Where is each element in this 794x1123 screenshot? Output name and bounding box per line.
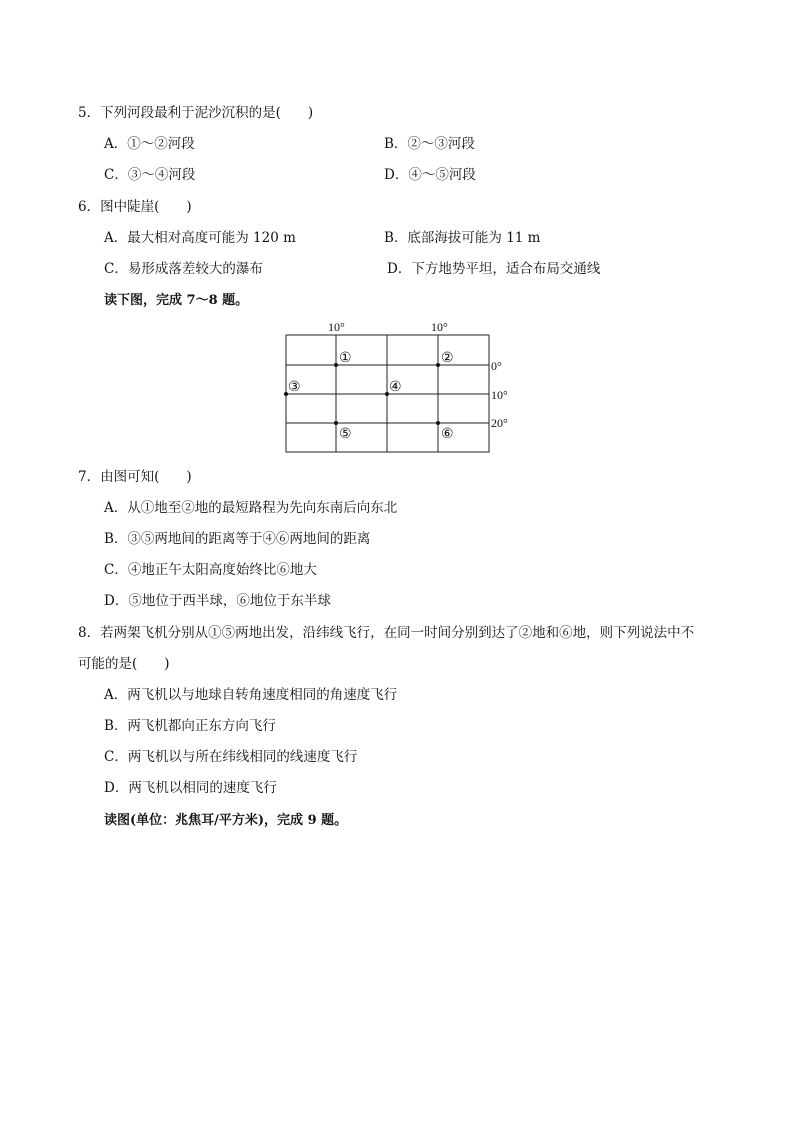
q5-option-b: B．②～③河段 — [384, 136, 475, 152]
q7-option-d: D．⑤地位于西半球，⑥地位于东半球 — [104, 593, 331, 609]
point-5-dot — [334, 421, 338, 425]
point-1-dot — [334, 363, 338, 367]
latitude-label-10: 10° — [491, 388, 508, 402]
q5-option-a: A．①～②河段 — [104, 136, 195, 152]
q8-option-a: A．两飞机以与地球自转角速度相同的角速度飞行 — [104, 687, 398, 703]
point-1-label: ① — [339, 351, 352, 366]
point-2-dot — [436, 363, 440, 367]
latitude-label-20: 20° — [491, 416, 508, 430]
reading-instruction-7-8: 读下图，完成 7～8 题。 — [104, 293, 249, 308]
point-3-label: ③ — [288, 380, 301, 395]
q5-stem: 5．下列河段最利于泥沙沉积的是( ) — [78, 105, 314, 121]
q6-option-b: B．底部海拔可能为 11 m — [384, 230, 541, 246]
q6-option-d: D．下方地势平坦，适合布局交通线 — [387, 261, 601, 277]
longitude-label-right: 10° — [431, 320, 448, 334]
point-4-label: ④ — [389, 380, 402, 395]
q8-option-b: B．两飞机都向正东方向飞行 — [104, 718, 276, 734]
q6-stem: 6．图中陡崖( ) — [78, 199, 192, 215]
q7-option-c: C．④地正午太阳高度始终比⑥地大 — [104, 562, 317, 578]
q5-option-c: C．③～④河段 — [104, 167, 196, 183]
q8-stem-line-1: 8．若两架飞机分别从①⑤两地出发，沿纬线飞行，在同一时间分别到达了②地和⑥地，则下列说法中不 — [78, 625, 695, 641]
longitude-label-left: 10° — [328, 320, 345, 334]
point-2-label: ② — [441, 351, 454, 366]
point-6-label: ⑥ — [441, 427, 454, 442]
q8-option-c: C．两飞机以与所在纬线相同的线速度飞行 — [104, 749, 358, 765]
q7-stem: 7．由图可知( ) — [78, 469, 192, 485]
q8-stem-line-2: 可能的是( ) — [78, 656, 170, 672]
lat-long-grid-figure — [270, 316, 520, 456]
reading-instruction-9: 读图(单位：兆焦耳/平方米)，完成 9 题。 — [104, 813, 348, 828]
q7-option-a: A．从①地至②地的最短路程为先向东南后向东北 — [104, 500, 398, 516]
q6-option-c: C．易形成落差较大的瀑布 — [104, 261, 263, 277]
point-5-label: ⑤ — [339, 427, 352, 442]
q5-option-d: D．④～⑤河段 — [384, 167, 476, 183]
latitude-label-0: 0° — [491, 359, 502, 373]
point-6-dot — [436, 421, 440, 425]
q8-option-d: D．两飞机以相同的速度飞行 — [104, 780, 277, 796]
q7-option-b: B．③⑤两地间的距离等于④⑥两地间的距离 — [104, 531, 371, 547]
q6-option-a: A．最大相对高度可能为 120 m — [104, 230, 296, 246]
